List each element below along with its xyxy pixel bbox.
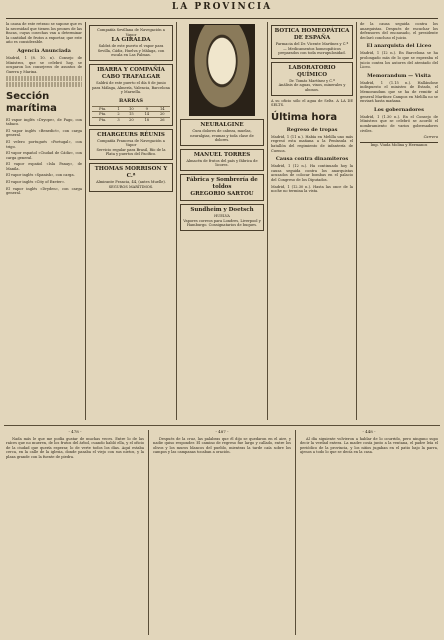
table-row: Pta. 2 15 14 20 [92, 112, 170, 118]
column-rule [356, 22, 357, 420]
ad-neuralgine [180, 119, 264, 146]
ad-subtitle: Dr. Tomás Martínez y C.ª [289, 78, 335, 83]
ad-subtitle: Compañía Francesa de Navegación a Vapor [97, 138, 165, 148]
ad-la-giralda [89, 25, 173, 61]
col1-item: El vapor inglés «Benedict», con carga general. [6, 128, 82, 138]
ad-ibarra [89, 64, 173, 126]
news-paragraph: Madrid, 1 (12 n.). Ha continuado hoy la causa seguida contra los anarquistas acusados de colocar bombas en el palacio del Congreso de los Diputados. [271, 164, 353, 182]
news-headline: Causa contra dinamiteros [275, 156, 349, 163]
printer-footer: Imp. Viuda Molina y Hermanos [360, 142, 438, 148]
serial-column-2 [153, 430, 291, 635]
column-5 [360, 22, 438, 422]
column-rule [176, 22, 177, 420]
engraving-illustration [189, 24, 255, 116]
col4-notice: A su oficio sólo el agua de Seltz. A LA DE SELTS. [271, 98, 353, 108]
masthead-rule [6, 18, 438, 19]
column-rule [267, 22, 268, 420]
ad-subtitle: Compañía Sevillana de Navegación a Vapor [97, 28, 165, 37]
ad-text: Almirante Francia, 44, (antes Muelle). SEGUROS MARÍTIMOS. [96, 179, 166, 189]
table-row: Pta. 3 20 18 26 [92, 117, 170, 122]
ad-text: Servicio regular para Brasil, Río de la Plata y puertos del Pacífico. [96, 147, 166, 157]
ad-thomas-morrison [89, 163, 173, 192]
column-2 [89, 22, 173, 422]
ad-title: THOMAS MORRISON Y C.ª [94, 165, 168, 179]
column-4 [271, 22, 353, 422]
col1-item: El velero portugués «Portugal», con trigo. [6, 139, 82, 149]
news-paragraph: Madrid, 1 (12 n.). En Barcelona se ha prolongado más de lo que se esperaba el juicio contra los autores del atentado del Liceo. [360, 51, 438, 70]
column-rule [85, 22, 86, 420]
col1-item: El vapor inglés «Dryden», con carga general. [6, 186, 82, 196]
col1-item: El vapor español «Isla Panay», de Manila. [6, 162, 82, 171]
column-1 [6, 22, 82, 422]
serial-page-number: - 478 - [68, 430, 82, 434]
table-title: BARRAS [119, 97, 143, 104]
fare-table [92, 106, 170, 123]
news-paragraph: Madrid, 1 (12.30 n.). Hasta las once de la noche no termina la vista. [271, 184, 353, 194]
news-headline: El anarquista del Liceo [366, 43, 432, 50]
masthead: LA PROVINCIA [171, 2, 273, 12]
serial-text: Al día siguiente volvieron a hablar de lo ocurrido, pero ninguno supo decir la verdad entera. La madre cosía junto a la ventana, el padre leía el periódico de la provincia, y los niños jugaban en el patio bajo la parra, ajenos a todo lo que se decía en la casa. [300, 436, 438, 455]
ad-text: Análisis de aguas, vinos, minerales y abonos. [278, 83, 346, 92]
serial-column-3 [300, 430, 438, 635]
col1-item: El vapor español «Ciudad de Cádiz», con carga general. [6, 151, 82, 160]
news-headline: Memorandum — Visita [367, 72, 431, 79]
text-filler [6, 82, 82, 87]
ad-title: BOTICA HOMEOPÁTICA DE ESPAÑA [274, 28, 350, 41]
news-headline: Regreso de tropas [286, 126, 338, 133]
ad-chargeurs-reunis [89, 129, 173, 160]
serial-text: Nada más le que me podía gustar de muchas veces. Entre lo de las raíces que no mueren, de los frutos del árbol, cuando habló ella, y el oficio de la ciudad que quería esperar, lo de verte todos los días. Aquí estaba cerca, en la calle de la iglesia, donde pasaba el viejo con sus nietos, y la plaza grande con la fuente de piedra. [6, 436, 144, 459]
col5-intro: de la causa seguida contra los anarquistas. Después de escuchar los defensores del encausado, el presidente declaró concluso el juicio. [360, 22, 438, 40]
ad-title: Sundheim y Doetsch [190, 206, 254, 213]
folletin-divider [4, 425, 440, 426]
col1-item: El vapor inglés «Spanish», con carga. [6, 173, 75, 178]
ad-manuel-torres [180, 149, 264, 171]
serial-page-number: - 487 - [215, 430, 229, 434]
ad-title: MANUEL TORRES [193, 151, 251, 158]
ad-botica-homeopatica [271, 25, 353, 59]
serial-page-number: - 448 - [362, 430, 376, 434]
col1-para: Madrid, 1 (8. 10. n). Consejo de Ministros, que se celebró hoy, se ocuparon los consejeros de asuntos de Guerra y Marina. [6, 55, 82, 74]
col1-item: El vapor inglés «City of Exeter». [6, 180, 66, 185]
ad-title: Fábrica y Sombrería de toldos [186, 176, 258, 190]
col1-section-agency: Agencia Anunciada [17, 47, 71, 54]
ad-text: Farmacia del Dr. Vicente Martínez y C.ª — Medicamentos homeopáticos preparados con toda escrupulosidad. [275, 42, 349, 56]
section-ultima-hora: Última hora [271, 111, 338, 123]
ad-text: Vapores correos para Londres, Liverpool y Hamburgo. Consignatarios de buques. [183, 218, 261, 228]
signature: Carrera [423, 135, 438, 140]
col1-item: El vapor inglés «Dryope», de Pago, con tabaco. [6, 117, 82, 127]
news-paragraph: Madrid, 1 (1.15 n.). Hallándose indispuesto el ministro de Estado, el Memorandum que se ha de remitir al general Martínez Campos en Melilla no se enviará hasta mañana. [360, 80, 438, 104]
ad-subtitle: HUELVA [214, 213, 230, 218]
ad-laboratorio [271, 62, 353, 96]
ad-title: IBARRA Y COMPAÑÍA [97, 66, 165, 73]
ad-title: NEURALGINE [200, 122, 244, 128]
ad-title: LA GIRALDA [111, 37, 151, 44]
ad-toldos [180, 174, 264, 201]
col1-intro: la causa de este retraso se supone que es la necesidad que tienen los peones de las fincas, cuyas cosechas van a determinar la cantidad de frutos a exportar, que este año es considerable. [6, 22, 82, 45]
ad-title: LABORATORIO QUÍMICO [288, 64, 336, 78]
ad-ship-name: CABO TRAFALGAR [101, 73, 161, 80]
serial-column-1 [6, 430, 144, 635]
table-row: Pta. 1 10 9 14 [92, 106, 170, 112]
text-filler [6, 76, 82, 81]
news-paragraph: Madrid, 1 (1.30 n.). En el Consejo de Ministros que se celebró se acordó el nombramiento de varios gobernadores civiles. [360, 114, 438, 133]
news-headline: Los gobernadores [374, 106, 424, 113]
ad-text: Saldrá de este puerto el día 8 de junio para Málaga, Almería, Valencia, Barcelona y Marsella. [92, 80, 170, 95]
ad-text: Cura dolores de cabeza, muelas, neuralgias, reumas y toda clase de dolores. [190, 129, 254, 143]
column-3 [180, 22, 264, 422]
column-rule [295, 430, 296, 635]
column-rule [148, 430, 149, 635]
news-paragraph: Madrid, 1 (11 n.). Había en Melilla uno más regresó esta mañana a la Península el batallón del regimiento de infantería de Cuenca. [271, 134, 353, 153]
ad-text: Almacén de frutos del país y fábrica de licores. [186, 158, 258, 168]
serial-text: Después de la cruz, las palabras que él dijo se quedaron en el aire, y nadie quiso responder. El camino de regreso fue largo y callado, entre los olivos y los muros blancos del pueblo, mientras la tarde caía sobre los campos y las campanas tocaban a oración. [153, 436, 291, 455]
ad-text: Saldrá de este puerto el vapor para Sevilla, Cádiz, Huelva y Málaga, con escala en Las Palmas. [97, 44, 165, 58]
ad-title: CHARGEURS RÉUNIS [97, 131, 165, 138]
col1-section-maritime: Sección marítima [6, 90, 57, 114]
ad-sundheim-doetsch [180, 204, 264, 231]
ad-name: GREGORIO SARTOU [190, 190, 254, 197]
